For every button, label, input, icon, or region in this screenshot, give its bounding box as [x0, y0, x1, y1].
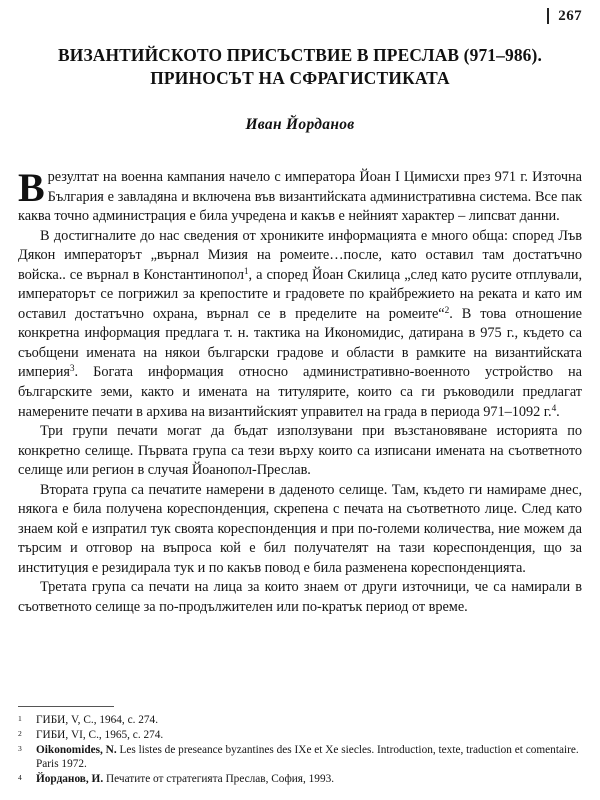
footnote-author: Йорданов, И. [36, 773, 104, 786]
footnote-ref-1[interactable]: 1 [243, 266, 249, 277]
page-number: 267 [558, 7, 582, 24]
paragraph-5: Третата група са печати на лица за които знаем от други източници, че са намирали в съответното селище за по-продължителен или по-кратък период от време. [18, 579, 582, 616]
paragraph-2-part-4: . Богата информация относно административно-военното устройство на българските земи, както и имената на титулярите, които са ги ръководили предлагат намерените печати в архива на византийският управител на града в периода 971–1092 г. [18, 364, 582, 420]
article-title-line-1: ВИЗАНТИЙСКОТО ПРИСЪСТВИЕ В ПРЕСЛАВ (971–986). [58, 45, 542, 65]
author-name: Иван Йорданов [245, 115, 355, 133]
footnote-item [18, 743, 582, 772]
folio-rule-icon [547, 8, 549, 24]
paragraph-2-part-5: . [556, 403, 560, 420]
footnote-item [18, 728, 582, 742]
footnote-body: ГИБИ, VI, С., 1965, с. 274. [36, 728, 164, 741]
paragraph-2 [18, 227, 582, 422]
footnote-item [18, 772, 582, 786]
footnote-marker: 4 [18, 773, 22, 783]
footnote-ref-3[interactable]: 3 [69, 364, 75, 375]
drop-cap: В [18, 165, 45, 210]
title-block [18, 44, 582, 134]
paragraph-4: Втората група са печатите намерени в даденото селище. Там, където ги намираме днес, някога е била получена кореспонденция, скрепена с печата на съответното лице. След като знаем кой е изпратил тук своята кореспонденция и при по-големи количества, ние можем да търсим и отговор на въпроса кой е бил получателят на тази кореспонденция, що за институция е резидирала тук и по какъв повод е била разменена кореспонденцията. [18, 481, 582, 576]
footnote-marker: 2 [18, 728, 22, 738]
footnote-text [36, 728, 582, 742]
footnote-marker: 1 [18, 714, 22, 723]
paragraph-1 [18, 165, 582, 227]
paragraph-3: Три групи печати могат да бъдат използувани при възстановяване историята по конкретно селище. Първата група са тези върху които са изписани имената на съответното селище или регион в случая Йоанопол-Преслав. [18, 423, 582, 479]
footnote-list [18, 713, 582, 787]
article-title-line-2: ПРИНОСЪТ НА СФРАГИСТИКАТА [150, 67, 450, 88]
footnote-marker: 3 [18, 743, 22, 753]
footnote-body: ГИБИ, V, С., 1964, с. 274. [36, 714, 159, 726]
footnote-ref-4[interactable]: 4 [551, 403, 557, 414]
paragraph-1-text: резултат на военна кампания начело с императора Йоан I Цимисхи през 971 г. Източна България е завладяна и включена във византийската административна система. Все пак каква точно администрация е била учредена и какъв е нейният характер – липсват данни. [18, 169, 582, 225]
footnote-text [36, 772, 582, 786]
page-folio [547, 6, 582, 26]
article-title [18, 44, 582, 90]
paragraph-2-part-3: . В това отношение конкретна информация предлага т. н. тактика на Икономидис, датирана в 975 г., където са съобщени имената на някои български градове и области в рамките на византийската империя [18, 305, 582, 381]
body-column [18, 165, 582, 618]
footnotes-section [18, 706, 582, 787]
footnote-text [36, 743, 582, 772]
paragraph-2-part-1: В достигналите до нас сведения от хрониките информацията е много обща: според Лъв Дякон императорът „върнал Мизия на ромеите…после, като оставил там достатъчно войска.. се върнал в Константинопол [18, 227, 582, 283]
footnote-ref-2[interactable]: 2 [444, 306, 450, 316]
footnote-item [18, 713, 582, 727]
footnote-body: Les listes de preseance byzantines des IXe et Xe siecles. Introduction, texte, traduction et comentaire. Paris 1972. [36, 743, 579, 771]
paragraph-2-part-2: , а според Йоан Скилица „след като русите отплували, императорът се погрижил за крепостите и градовете по крайбрежието на реката и като им оставил достатъчно охрана, върнал се в пределите на ромеите“ [18, 266, 582, 322]
footnote-body: Печатите от стратегията Преслав, София, 1993. [103, 773, 335, 786]
footnote-author: Oikonomides, N. [36, 743, 117, 756]
footnote-separator-rule [18, 706, 114, 707]
footnote-text [36, 713, 582, 727]
